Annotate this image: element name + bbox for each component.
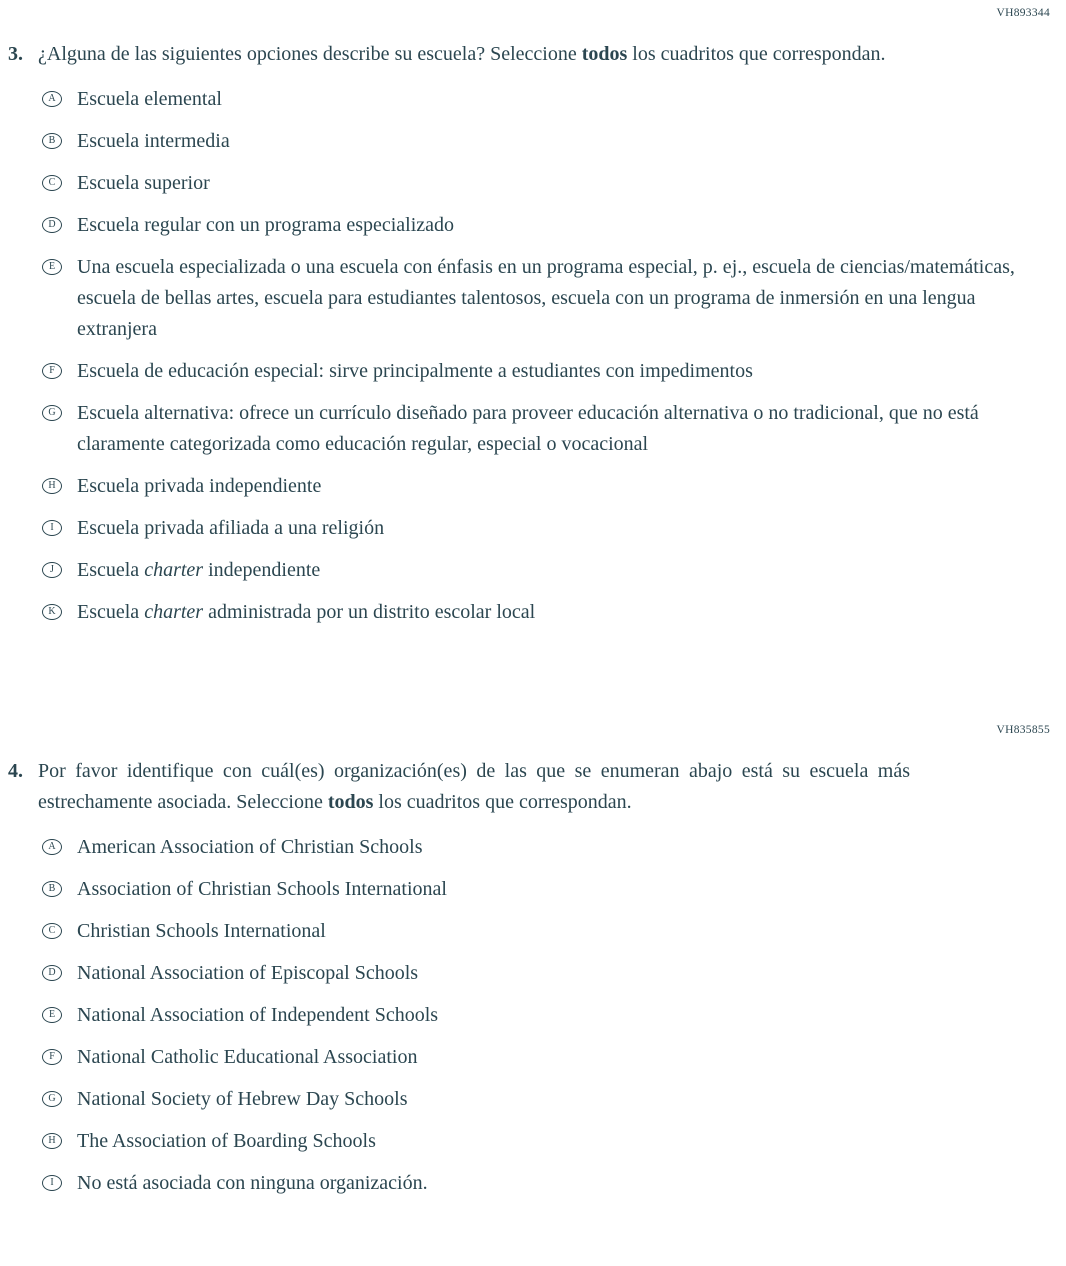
q3-option-g-letter: G bbox=[48, 407, 56, 418]
q3-option-h-letter: H bbox=[48, 480, 56, 491]
q3-option-b-bubble-icon[interactable] bbox=[42, 133, 62, 149]
q4-option-f-bubble-icon[interactable] bbox=[42, 1049, 62, 1065]
question-4-prompt-text-2: los cuadritos que correspondan. bbox=[373, 791, 632, 813]
label-text: Escuela de educación especial: sirve principalmente a estudiantes con impedimentos bbox=[77, 360, 753, 382]
q4-option-e-label bbox=[77, 1000, 438, 1031]
label-text: National Catholic Educational Association bbox=[77, 1046, 418, 1068]
label-text: Escuela regular con un programa especializado bbox=[77, 214, 455, 236]
q4-option-c-bubble-icon[interactable] bbox=[42, 923, 62, 939]
q3-option-c-label bbox=[77, 168, 210, 199]
q4-option-b[interactable] bbox=[42, 874, 1052, 905]
label-text: Una escuela especializada o una escuela con énfasis en un programa especial, p. ej., escuela de ciencias/matemáticas, escuela de bellas artes, escuela para estudiantes talentosos, escuela con un programa de inmersión en una lengua extranjera bbox=[77, 256, 1015, 340]
q3-option-k-bubble-icon[interactable] bbox=[42, 604, 62, 620]
label-text: American Association of Christian Schools bbox=[77, 836, 423, 858]
q3-option-b-letter: B bbox=[48, 135, 56, 146]
label-text: Escuela bbox=[77, 601, 145, 623]
q4-option-h-label bbox=[77, 1126, 376, 1157]
q4-option-f-label bbox=[77, 1042, 417, 1073]
question-4-options bbox=[42, 832, 1052, 1199]
q4-option-d-label bbox=[77, 958, 418, 989]
label-text: Escuela alternativa: ofrece un currículo diseñado para proveer educación alternativa o no tradicional, que no está claramente categorizada como educación regular, especial o vocacional bbox=[77, 402, 979, 455]
q3-option-j-label bbox=[77, 555, 320, 586]
q3-option-a-letter: A bbox=[48, 93, 56, 104]
label-text-post: independiente bbox=[203, 559, 321, 581]
q3-option-a[interactable] bbox=[42, 84, 1052, 115]
q3-option-j[interactable] bbox=[42, 555, 1052, 586]
q3-option-i-label bbox=[77, 513, 384, 544]
label-text: Escuela elemental bbox=[77, 88, 222, 110]
q4-option-g-bubble-icon[interactable] bbox=[42, 1091, 62, 1107]
q3-option-d-bubble-icon[interactable] bbox=[42, 217, 62, 233]
q4-option-d[interactable] bbox=[42, 958, 1052, 989]
q4-option-i-letter: I bbox=[50, 1177, 54, 1188]
q4-option-a[interactable] bbox=[42, 832, 1052, 863]
q4-option-c-letter: C bbox=[48, 925, 56, 936]
question-3-prompt bbox=[38, 39, 1052, 70]
question-4-number: 4. bbox=[8, 760, 23, 782]
label-italic: charter bbox=[144, 559, 204, 581]
q3-option-f-letter: F bbox=[49, 365, 55, 376]
label-text: National Association of Independent Schools bbox=[77, 1004, 439, 1026]
question-3 bbox=[8, 39, 1052, 628]
label-text: Escuela superior bbox=[77, 172, 210, 194]
q3-option-e-label bbox=[77, 252, 1052, 345]
q4-option-e-bubble-icon[interactable] bbox=[42, 1007, 62, 1023]
q4-option-e[interactable] bbox=[42, 1000, 1052, 1031]
q4-option-f[interactable] bbox=[42, 1042, 1052, 1073]
q3-option-f-label bbox=[77, 356, 753, 387]
item-code-vh835855: VH835855 bbox=[996, 724, 1050, 736]
question-3-prompt-text: ¿Alguna de las siguientes opciones describe su escuela? Seleccione bbox=[38, 43, 582, 65]
q3-option-e[interactable] bbox=[42, 252, 1052, 345]
question-3-number: 3. bbox=[8, 43, 23, 65]
q3-option-c-bubble-icon[interactable] bbox=[42, 175, 62, 191]
item-code-vh893344: VH893344 bbox=[996, 7, 1050, 19]
q4-option-i-label bbox=[77, 1168, 428, 1199]
label-text: Escuela bbox=[77, 559, 145, 581]
q4-option-g[interactable] bbox=[42, 1084, 1052, 1115]
q4-option-a-letter: A bbox=[48, 841, 56, 852]
q3-option-i-letter: I bbox=[50, 522, 54, 533]
q3-option-b[interactable] bbox=[42, 126, 1052, 157]
q4-option-g-letter: G bbox=[48, 1093, 56, 1104]
q4-option-c[interactable] bbox=[42, 916, 1052, 947]
label-italic: charter bbox=[144, 601, 204, 623]
q3-option-h-bubble-icon[interactable] bbox=[42, 478, 62, 494]
q3-option-a-label bbox=[77, 84, 222, 115]
question-3-options bbox=[42, 84, 1052, 628]
q3-option-h-label bbox=[77, 471, 321, 502]
q3-option-c[interactable] bbox=[42, 168, 1052, 199]
q4-option-i[interactable] bbox=[42, 1168, 1052, 1199]
q3-option-b-label bbox=[77, 126, 230, 157]
q3-option-k-label bbox=[77, 597, 535, 628]
q3-option-j-letter: J bbox=[50, 564, 54, 575]
label-text: National Association of Episcopal Schools bbox=[77, 962, 419, 984]
label-text: No está asociada con ninguna organización. bbox=[77, 1172, 428, 1194]
label-text: The Association of Boarding Schools bbox=[77, 1130, 376, 1152]
q4-option-h[interactable] bbox=[42, 1126, 1052, 1157]
label-text-post: administrada por un distrito escolar local bbox=[203, 601, 536, 623]
q3-option-j-bubble-icon[interactable] bbox=[42, 562, 62, 578]
q3-option-g-bubble-icon[interactable] bbox=[42, 405, 62, 421]
q4-option-d-letter: D bbox=[48, 967, 56, 978]
q4-option-b-label bbox=[77, 874, 447, 905]
q3-option-e-bubble-icon[interactable] bbox=[42, 259, 62, 275]
label-text: Escuela intermedia bbox=[77, 130, 230, 152]
question-4-prompt-bold: todos bbox=[327, 791, 374, 813]
q3-option-h[interactable] bbox=[42, 471, 1052, 502]
q4-option-h-bubble-icon[interactable] bbox=[42, 1133, 62, 1149]
q4-option-c-label bbox=[77, 916, 326, 947]
question-4 bbox=[8, 756, 1052, 1199]
q4-option-h-letter: H bbox=[48, 1135, 56, 1146]
q3-option-i[interactable] bbox=[42, 513, 1052, 544]
q4-option-g-label bbox=[77, 1084, 407, 1115]
q3-option-d-letter: D bbox=[48, 219, 56, 230]
label-text: Christian Schools International bbox=[77, 920, 326, 942]
q3-option-c-letter: C bbox=[48, 177, 56, 188]
label-text: National Society of Hebrew Day Schools bbox=[77, 1088, 408, 1110]
label-text: Association of Christian Schools International bbox=[77, 878, 447, 900]
q4-option-a-bubble-icon[interactable] bbox=[42, 839, 62, 855]
q4-option-a-label bbox=[77, 832, 423, 863]
question-3-prompt-text-2: los cuadritos que correspondan. bbox=[627, 43, 886, 65]
q4-option-i-bubble-icon[interactable] bbox=[42, 1175, 62, 1191]
q3-option-e-letter: E bbox=[48, 261, 56, 272]
q3-option-d[interactable] bbox=[42, 210, 1052, 241]
q3-option-d-label bbox=[77, 210, 454, 241]
q3-option-k[interactable] bbox=[42, 597, 1052, 628]
q3-option-g-label bbox=[77, 398, 1052, 460]
q3-option-f-bubble-icon[interactable] bbox=[42, 363, 62, 379]
q3-option-g[interactable] bbox=[42, 398, 1052, 460]
q4-option-f-letter: F bbox=[49, 1051, 55, 1062]
q3-option-i-bubble-icon[interactable] bbox=[42, 520, 62, 536]
q3-option-f[interactable] bbox=[42, 356, 1052, 387]
q4-option-d-bubble-icon[interactable] bbox=[42, 965, 62, 981]
q3-option-k-letter: K bbox=[48, 606, 56, 617]
q4-option-e-letter: E bbox=[48, 1009, 56, 1020]
question-4-prompt-text: Por favor identifique con cuál(es) organización(es) de las que se enumeran abajo está su escuela más estrechamente asociada. Seleccione bbox=[38, 760, 910, 813]
question-4-prompt bbox=[38, 756, 910, 818]
q4-option-b-bubble-icon[interactable] bbox=[42, 881, 62, 897]
question-3-prompt-bold: todos bbox=[581, 43, 628, 65]
q4-option-b-letter: B bbox=[48, 883, 56, 894]
label-text: Escuela privada independiente bbox=[77, 475, 322, 497]
q3-option-a-bubble-icon[interactable] bbox=[42, 91, 62, 107]
label-text: Escuela privada afiliada a una religión bbox=[77, 517, 385, 539]
